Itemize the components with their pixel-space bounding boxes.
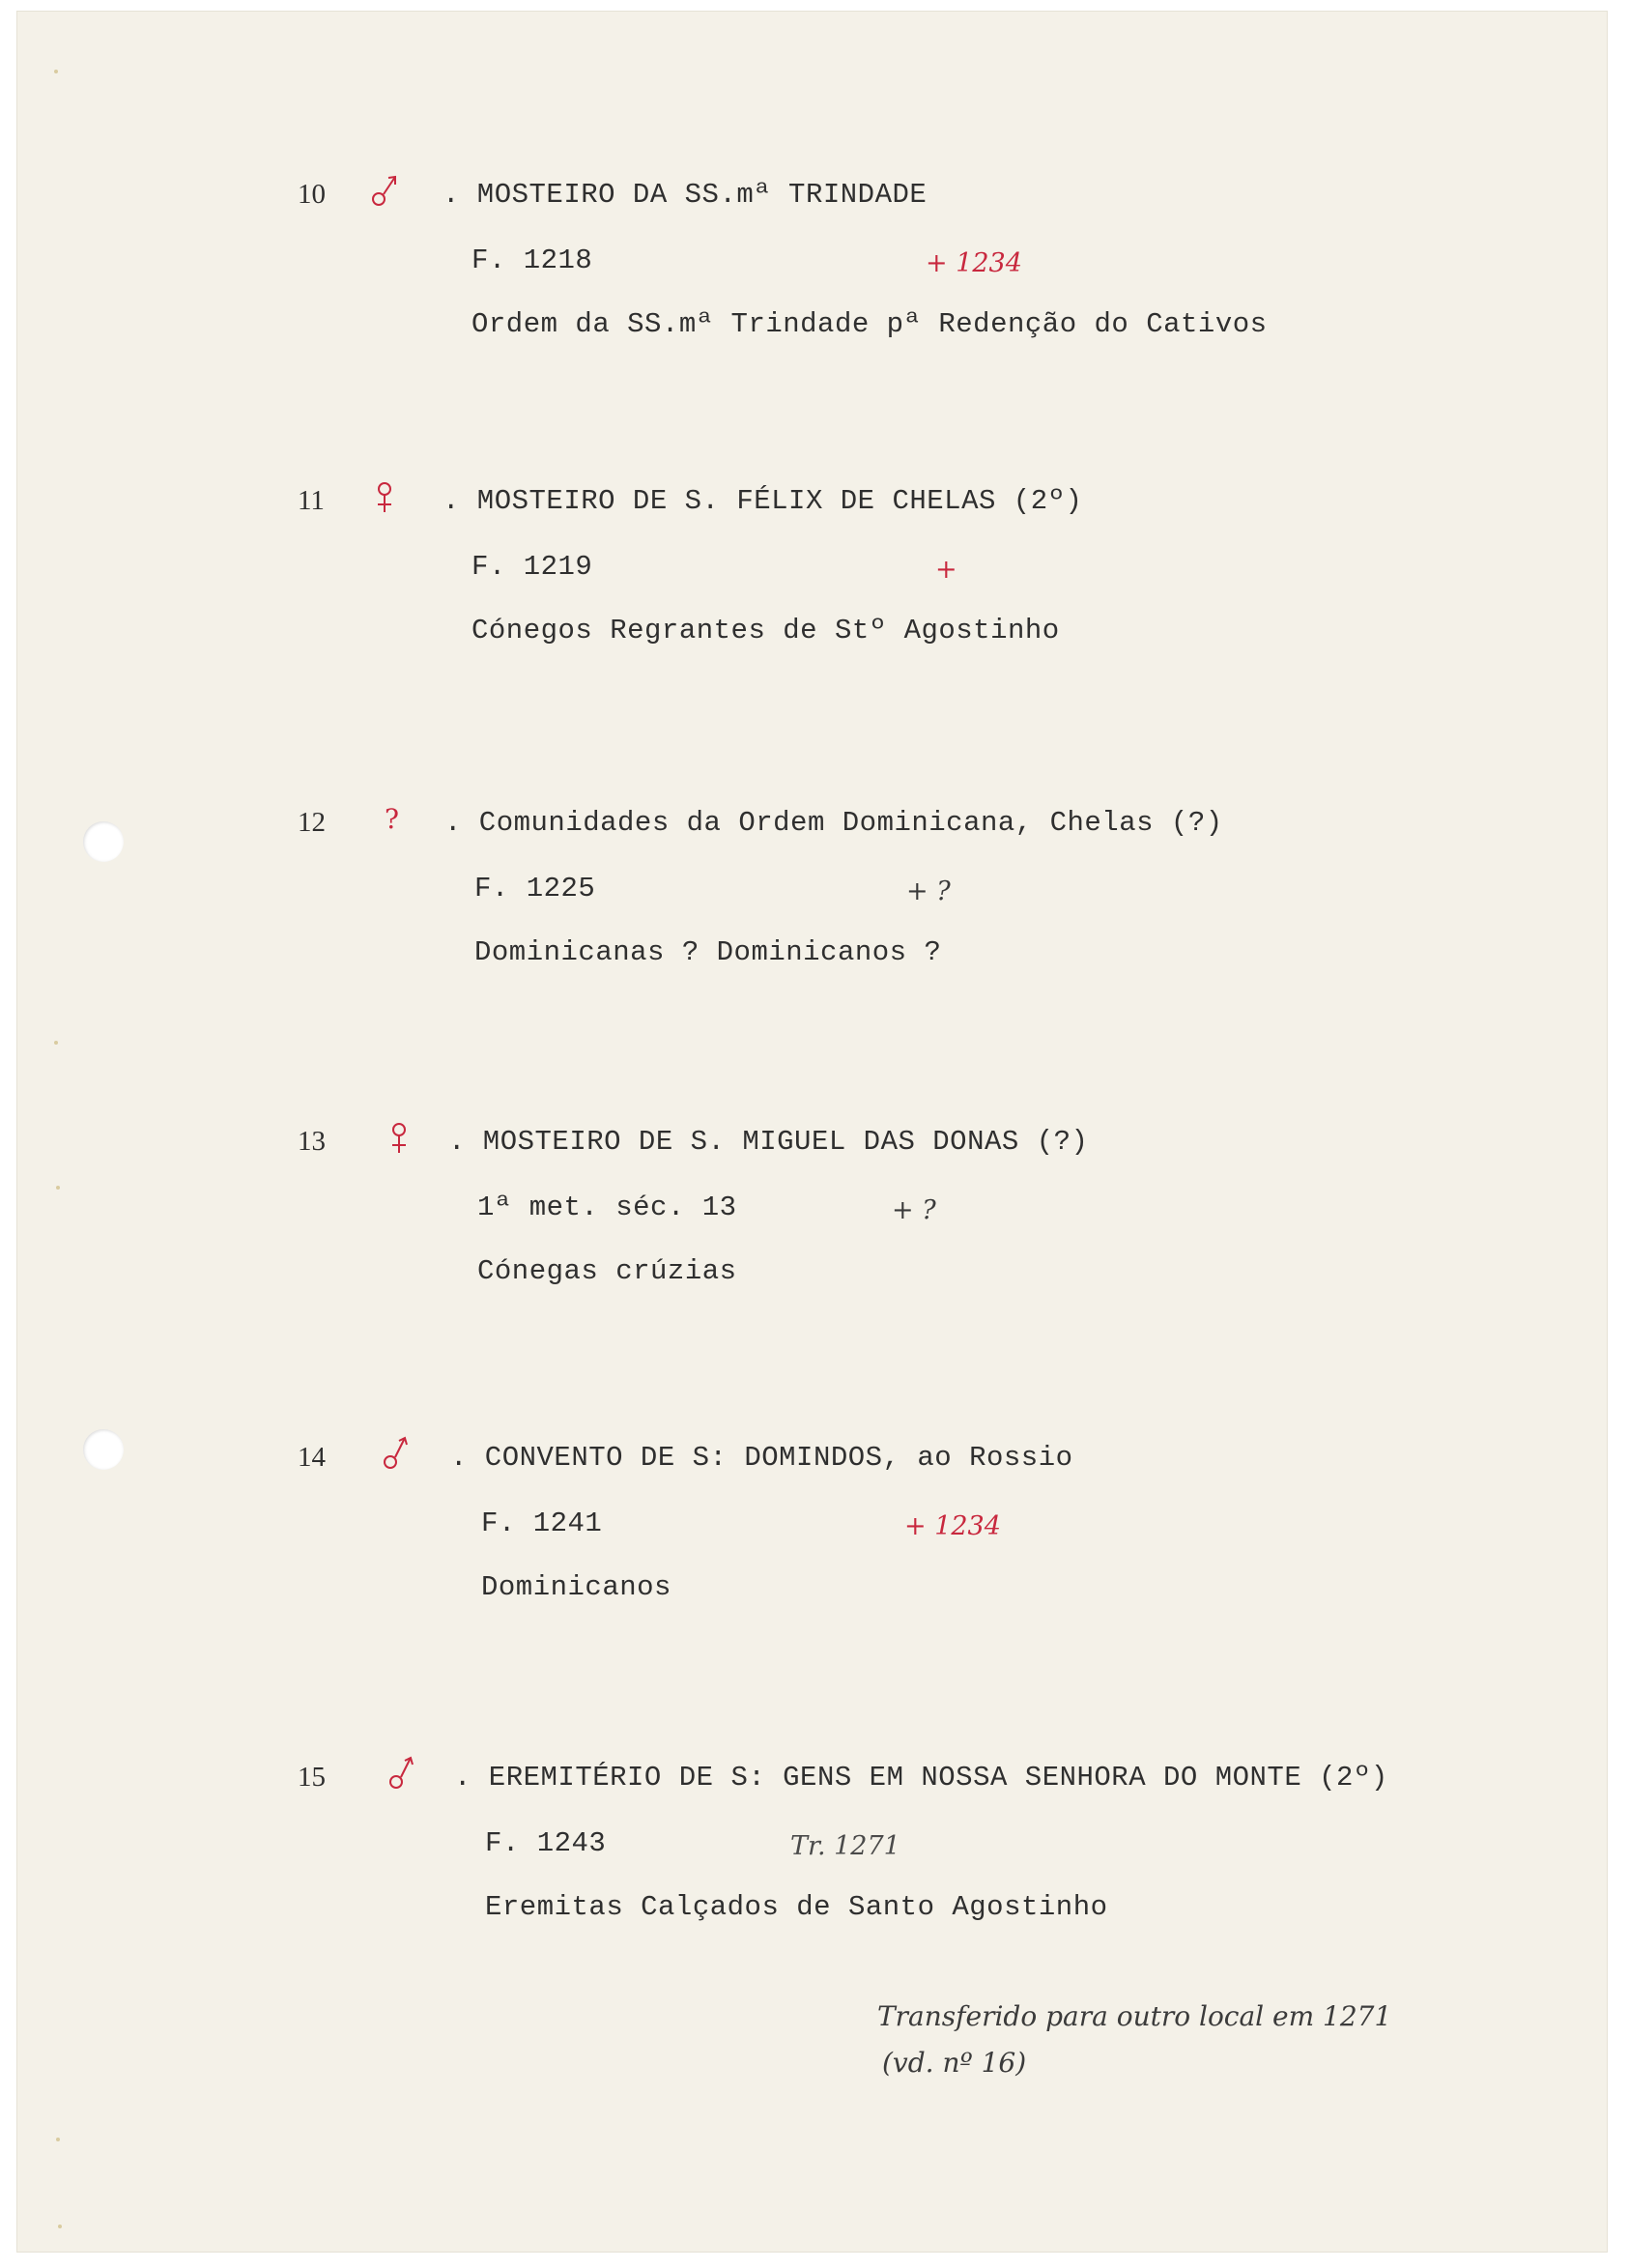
entry-number: 15 [298,1762,326,1793]
founded-date: 1ª met. séc. 13 [477,1191,737,1223]
red-annotation: + 1234 [904,1511,1001,1541]
annotation: + ? [892,1195,936,1225]
annotation: + ? [906,876,951,906]
religious-order: Dominicanas ? Dominicanos ? [474,936,942,968]
document-page [17,12,1607,2252]
entry-title: . MOSTEIRO DE S. FÉLIX DE CHELAS (2º) [443,485,1083,517]
pencil-annotation: Tr. 1271 [790,1831,900,1861]
male-symbol-icon [383,1752,421,1796]
religious-order: Cónegos Regrantes de Stº Agostinho [471,615,1060,646]
red-annotation: + 1234 [926,248,1022,278]
female-symbol-icon [365,475,404,520]
paper-speck [54,70,58,73]
paper-speck [56,2138,60,2141]
punch-hole [83,821,124,862]
entry-number: 10 [298,179,326,210]
founded-date: F. 1241 [481,1507,603,1539]
religious-order: Eremitas Calçados de Santo Agostinho [485,1891,1108,1923]
handwritten-note-line2: (vd. nº 16) [882,2047,1027,2079]
entry-title: . CONVENTO DE S: DOMINDOS, ao Rossio [450,1442,1073,1474]
paper-speck [56,1186,60,1190]
founded-date: F. 1243 [485,1827,607,1859]
entry-title: . Comunidades da Ordem Dominicana, Chelas (?) [444,807,1223,839]
religious-order: Dominicanos [481,1571,671,1603]
religious-order: Cónegas crúzias [477,1255,737,1287]
religious-order: Ordem da SS.mª Trindade pª Redenção do Cativos [471,308,1268,340]
unknown-symbol-icon: ? [385,803,400,835]
punch-hole [83,1429,124,1470]
founded-date: F. 1219 [471,551,593,583]
founded-date: F. 1225 [474,873,596,904]
male-symbol-icon [377,1432,415,1477]
entry-number: 14 [298,1442,326,1473]
entry-title: . MOSTEIRO DA SS.mª TRINDADE [443,179,928,211]
red-annotation: + [935,555,957,585]
entry-number: 11 [298,485,325,516]
paper-speck [54,1041,58,1045]
female-symbol-icon [380,1116,418,1161]
entry-title: . MOSTEIRO DE S. MIGUEL DAS DONAS (?) [448,1126,1089,1158]
founded-date: F. 1218 [471,244,593,276]
entry-number: 13 [298,1126,326,1157]
handwritten-note-line1: Transferido para outro local em 1271 [877,2000,1392,2032]
entry-number: 12 [298,807,326,838]
entry-title: . EREMITÉRIO DE S: GENS EM NOSSA SENHORA DO MONTE (2º) [454,1762,1388,1794]
male-symbol-icon [365,169,404,214]
paper-speck [58,2225,62,2228]
